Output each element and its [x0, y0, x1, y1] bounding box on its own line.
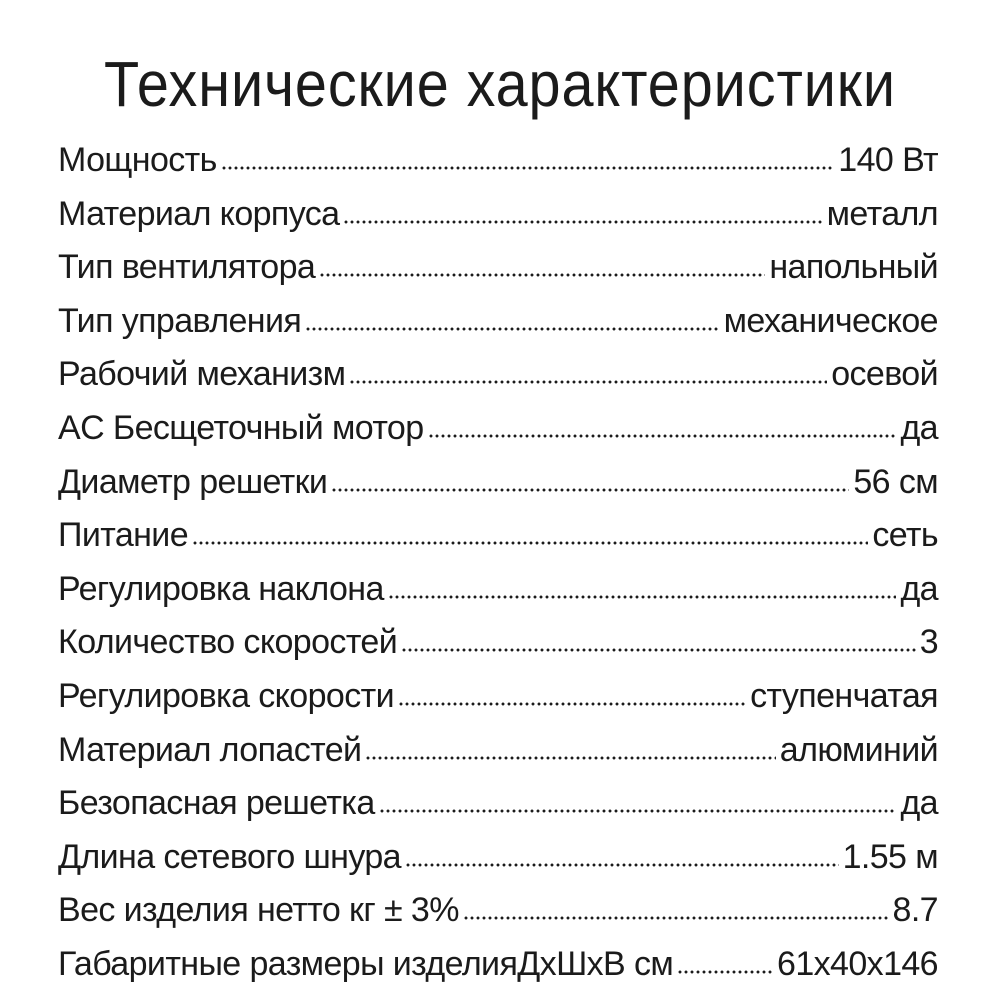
spec-row — [58, 616, 938, 670]
spec-label: Вес изделия нетто кг ± 3% — [58, 891, 459, 930]
spec-value: 3 — [919, 623, 938, 662]
dot-leader — [365, 751, 775, 761]
dot-leader — [388, 590, 897, 600]
spec-row — [58, 241, 938, 295]
dot-leader — [379, 804, 897, 814]
dot-leader — [677, 965, 773, 975]
spec-value: алюминий — [779, 730, 938, 769]
dot-leader — [463, 911, 889, 921]
dot-leader — [401, 643, 916, 653]
spec-value: 140 Вт — [838, 141, 938, 179]
dot-leader — [221, 161, 835, 171]
spec-label: Материал лопастей — [58, 730, 362, 769]
page-title: Технические характеристики — [104, 48, 896, 120]
spec-value: да — [900, 569, 938, 608]
spec-value: да — [900, 784, 938, 823]
dot-leader — [319, 268, 765, 278]
spec-row — [58, 134, 938, 188]
spec-label: Количество скоростей — [58, 623, 398, 662]
spec-row — [58, 348, 938, 402]
dot-leader — [398, 697, 746, 707]
spec-value: 56 см — [853, 462, 938, 501]
spec-label: Регулировка скорости — [58, 676, 394, 715]
spec-value: механическое — [723, 301, 938, 340]
spec-label: Питание — [58, 516, 189, 555]
spec-row — [58, 777, 938, 831]
spec-label: Длина сетевого шнура — [58, 837, 401, 876]
spec-value: 61x40x146 — [777, 944, 938, 983]
dot-leader — [343, 215, 822, 225]
dot-leader — [331, 483, 849, 493]
dot-leader — [428, 429, 897, 439]
spec-value: металл — [826, 194, 938, 233]
spec-row — [58, 295, 938, 349]
spec-value: напольный — [769, 248, 938, 287]
spec-value: ступенчатая — [750, 676, 938, 715]
spec-label: Материал корпуса — [58, 194, 340, 233]
spec-row — [58, 402, 938, 456]
spec-label: Тип управления — [58, 301, 302, 340]
spec-label: Безопасная решетка — [58, 784, 375, 823]
dot-leader — [349, 375, 827, 385]
spec-list — [58, 134, 938, 992]
spec-value: да — [900, 408, 938, 447]
spec-row — [58, 724, 938, 778]
spec-value: 8.7 — [892, 891, 938, 930]
spec-value: сеть — [872, 516, 938, 555]
spec-row — [58, 831, 938, 885]
spec-row — [58, 884, 938, 938]
spec-label: Мощность — [58, 141, 217, 179]
spec-label: Габаритные размеры изделияДхШхВ см — [58, 944, 674, 983]
spec-row — [58, 670, 938, 724]
dot-leader — [305, 322, 719, 332]
spec-label: Рабочий механизм — [58, 355, 346, 394]
spec-row — [58, 509, 938, 563]
dot-leader — [192, 536, 868, 546]
spec-row — [58, 456, 938, 510]
spec-value: осевой — [831, 355, 938, 394]
spec-row — [58, 563, 938, 617]
spec-row — [58, 188, 938, 242]
spec-label: Диаметр решетки — [58, 462, 328, 501]
spec-row — [58, 938, 938, 992]
dot-leader — [405, 858, 839, 868]
spec-label: Тип вентилятора — [58, 248, 316, 287]
spec-label: Регулировка наклона — [58, 569, 384, 608]
spec-value: 1.55 м — [842, 837, 938, 876]
spec-label: AC Бесщеточный мотор — [58, 408, 424, 447]
